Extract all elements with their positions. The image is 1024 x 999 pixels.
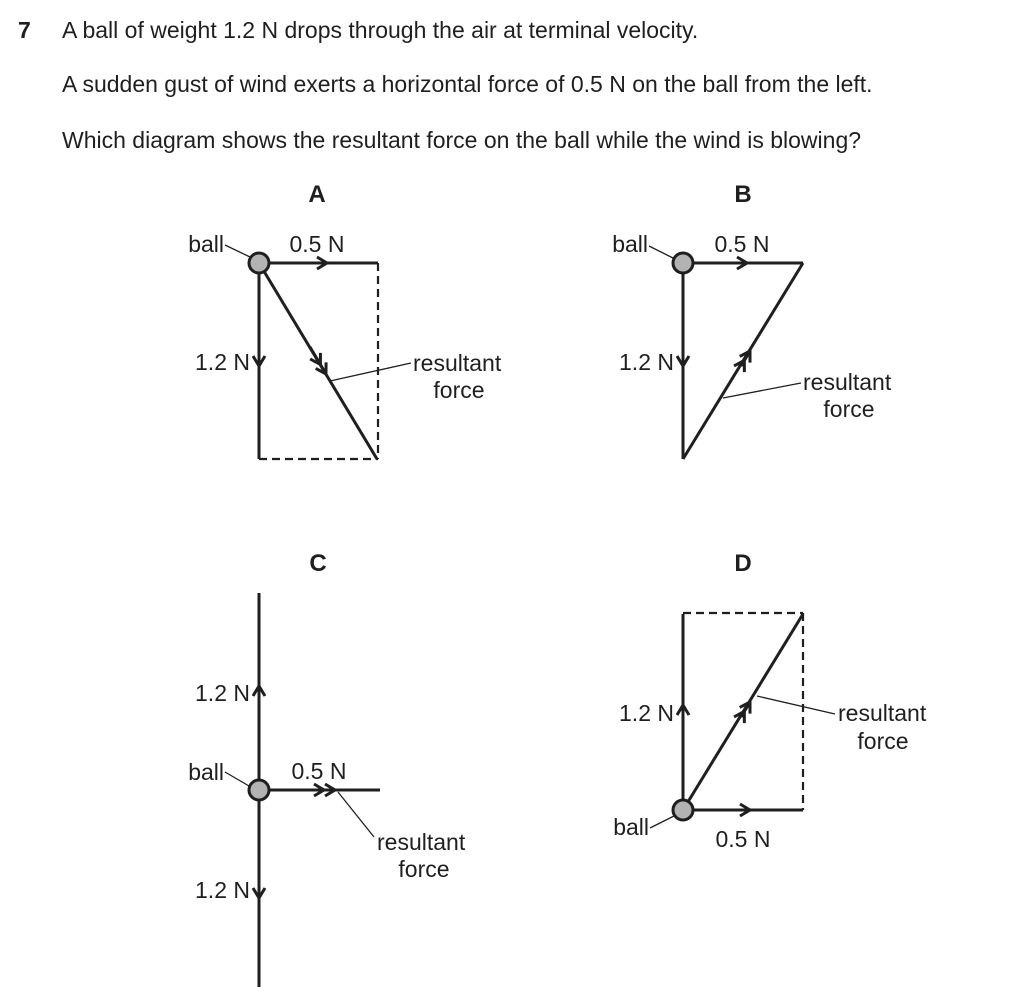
ball-circle	[249, 253, 269, 273]
horizontal-force-label: 0.5 N	[715, 826, 771, 852]
vertical-force-label: 1.2 N	[619, 349, 674, 375]
resultant-force-label-line2: force	[398, 856, 450, 882]
ball-circle	[673, 253, 693, 273]
vertical-force-down-label: 1.2 N	[195, 877, 250, 903]
ball-label: ball	[613, 814, 649, 840]
vertical-force-label: 1.2 N	[195, 349, 250, 375]
resultant-force-label-line1: resultant	[413, 350, 502, 376]
resultant-force-label-line2: force	[857, 728, 909, 754]
question-line-3: Which diagram shows the resultant force on the ball while the wind is blowing?	[62, 127, 862, 153]
question-line-1: A ball of weight 1.2 N drops through the air at terminal velocity.	[62, 17, 699, 43]
resultant-label-pointer-line	[330, 363, 411, 381]
option-letter: A	[308, 181, 326, 208]
question-number: 7	[18, 17, 31, 43]
horizontal-force-label: 0.5 N	[289, 231, 345, 257]
vertical-force-label: 1.2 N	[619, 700, 674, 726]
diagram-option-b	[612, 181, 892, 459]
resultant-double-arrowhead	[741, 351, 750, 366]
option-letter: C	[309, 550, 327, 577]
resultant-force-label-line1: resultant	[838, 700, 927, 726]
option-letter: B	[734, 181, 752, 208]
ball-label-pointer-line	[650, 816, 674, 828]
diagram-option-c	[188, 550, 466, 987]
resultant-label-pointer-line	[757, 696, 835, 714]
ball-label: ball	[188, 231, 224, 257]
ball-label-pointer-line	[225, 245, 250, 257]
diagram-option-a	[188, 181, 502, 459]
ball-circle	[249, 780, 269, 800]
question-line-2: A sudden gust of wind exerts a horizontal force of 0.5 N on the ball from the left.	[62, 71, 873, 97]
resultant-double-arrowhead	[310, 347, 326, 374]
resultant-label-pointer-line	[338, 792, 374, 837]
vertical-force-up-label: 1.2 N	[195, 680, 250, 706]
diagram-option-d	[613, 550, 927, 852]
resultant-double-arrowhead	[741, 702, 750, 717]
resultant-force-label-line1: resultant	[803, 369, 892, 395]
option-letter: D	[734, 550, 752, 577]
ball-label: ball	[612, 231, 648, 257]
ball-label-pointer-line	[225, 772, 249, 786]
resultant-force-label-line2: force	[433, 377, 485, 403]
ball-label-pointer-line	[649, 246, 673, 258]
resultant-force-label-line1: resultant	[377, 829, 466, 855]
horizontal-force-label: 0.5 N	[714, 231, 770, 257]
horizontal-force-label: 0.5 N	[291, 758, 347, 784]
resultant-label-pointer-line	[723, 383, 801, 398]
ball-label: ball	[188, 759, 224, 785]
resultant-force-label-line2: force	[823, 396, 875, 422]
ball-circle	[673, 800, 693, 820]
